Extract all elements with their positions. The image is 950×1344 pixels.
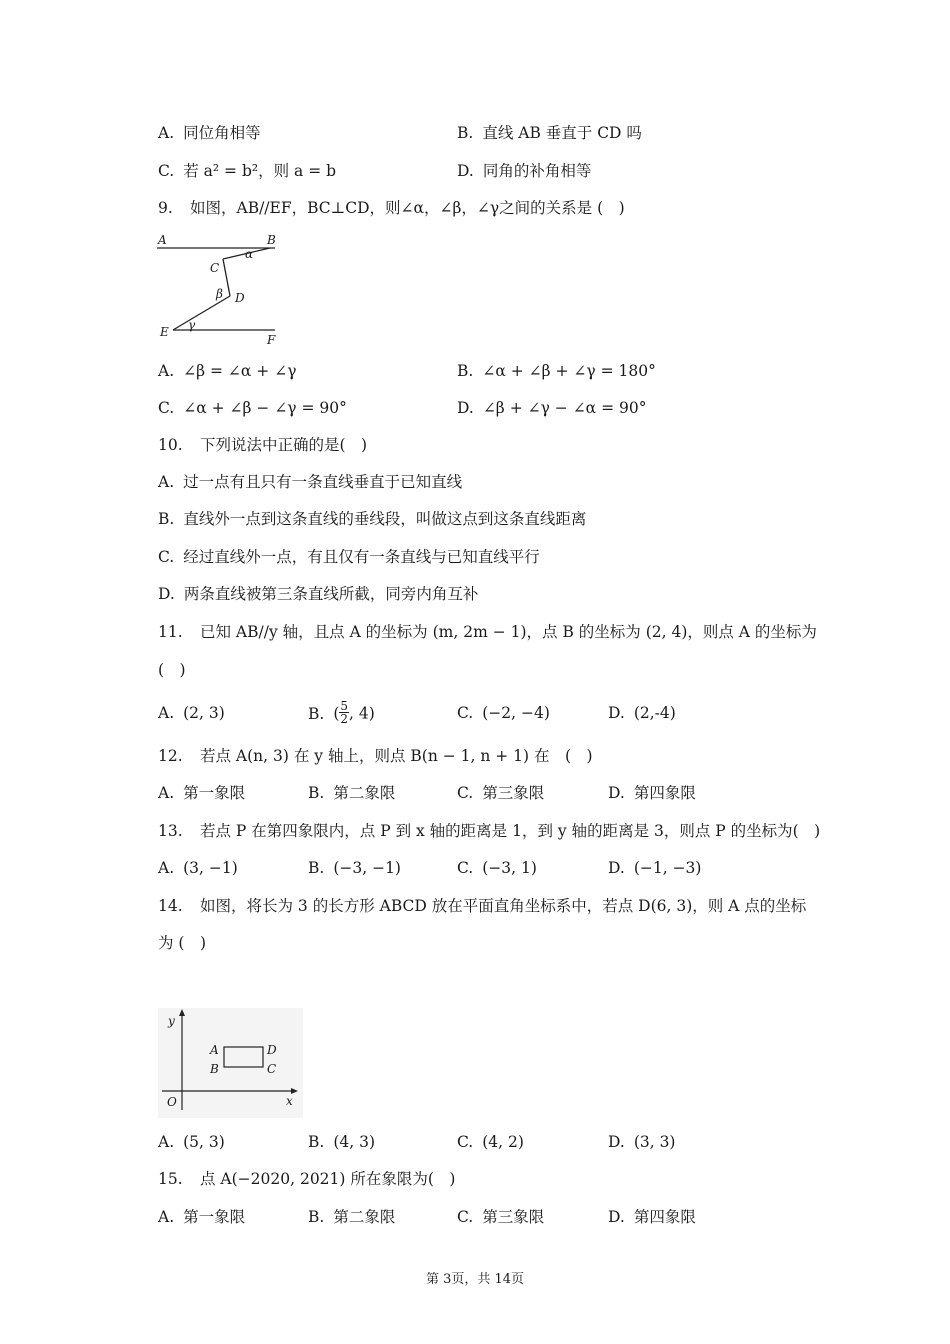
q10-stem: 10. 下列说法中正确的是( ) bbox=[158, 436, 368, 454]
q10-option-c[interactable]: C. 经过直线外一点，有且仅有一条直线与已知直线平行 bbox=[158, 548, 540, 566]
label-gamma: γ bbox=[188, 318, 196, 332]
q10-option-d[interactable]: D. 两条直线被第三条直线所截，同旁内角互补 bbox=[158, 585, 479, 603]
q13-option-a[interactable]: A. (3, −1) bbox=[158, 859, 238, 877]
q14-option-a[interactable]: A. (5, 3) bbox=[158, 1133, 225, 1151]
q10-option-b[interactable]: B. 直线外一点到这条直线的垂线段，叫做这点到这条直线距离 bbox=[158, 510, 587, 528]
q11-option-b-fraction: $\frac{5}{2}$ bbox=[340, 699, 349, 726]
q9-option-a-text: ∠β = ∠α + ∠γ bbox=[183, 362, 297, 380]
q12-stem: 12. 若点 A(n, 3) 在 y 轴上，则点 B(n − 1, n + 1) 在 ( ) bbox=[158, 747, 593, 765]
q14-option-d[interactable]: D. (3, 3) bbox=[608, 1133, 676, 1151]
label-b: B bbox=[210, 1062, 219, 1076]
q9-option-c[interactable]: C. ∠α + ∠β − ∠γ = 90° bbox=[158, 399, 347, 417]
q9-option-b-text: ∠α + ∠β + ∠γ = 180° bbox=[482, 362, 656, 380]
q10-option-a[interactable]: A. 过一点有且只有一条直线垂直于已知直线 bbox=[158, 473, 463, 491]
q8-option-b-text: 直线 AB 垂直于 CD 吗 bbox=[482, 124, 642, 142]
q9-option-b[interactable]: B. ∠α + ∠β + ∠γ = 180° bbox=[457, 362, 656, 380]
q14-option-c[interactable]: C. (4, 2) bbox=[457, 1133, 524, 1151]
q9-figure bbox=[155, 232, 285, 347]
label-c: C bbox=[210, 261, 220, 275]
label-f: F bbox=[267, 333, 276, 347]
q12-option-b[interactable]: B. 第二象限 bbox=[308, 784, 396, 802]
label-d: D bbox=[235, 291, 245, 305]
q8-option-b[interactable]: B. 直线 AB 垂直于 CD 吗 bbox=[457, 124, 642, 142]
q13-stem: 13. 若点 P 在第四象限内，点 P 到 x 轴的距离是 1，到 y 轴的距离是 3，则点 P 的坐标为( ) bbox=[158, 822, 821, 840]
q9-stem: 9. 如图，AB//EF，BC⊥CD，则∠α，∠β，∠γ之间的关系是 ( ) bbox=[158, 199, 625, 217]
q15-stem: 15. 点 A(−2020, 2021) 所在象限为( ) bbox=[158, 1170, 456, 1188]
q12-option-c[interactable]: C. 第三象限 bbox=[457, 784, 545, 802]
label-alpha: α bbox=[245, 247, 254, 261]
q11-stem: 11. 已知 AB//y 轴，且点 A 的坐标为 (m, 2m − 1)，点 B 的坐标为 (2, 4)，则点 A 的坐标为 bbox=[158, 623, 817, 641]
q15-option-d[interactable]: D. 第四象限 bbox=[608, 1208, 696, 1226]
q9-option-a[interactable]: A. ∠β = ∠α + ∠γ bbox=[158, 362, 297, 380]
label-y: y bbox=[168, 1014, 175, 1028]
q15-option-c[interactable]: C. 第三象限 bbox=[457, 1208, 545, 1226]
q8-option-a-text: 同位角相等 bbox=[183, 124, 261, 142]
label-b: B bbox=[267, 233, 276, 247]
q8-option-c-text: 若 a² = b²，则 a = b bbox=[183, 162, 337, 180]
q13-option-d[interactable]: D. (−1, −3) bbox=[608, 859, 702, 877]
q14-option-b[interactable]: B. (4, 3) bbox=[308, 1133, 375, 1151]
label-o: O bbox=[167, 1095, 177, 1109]
q8-option-d-text: 同角的补角相等 bbox=[482, 162, 592, 180]
q14-stem: 14. 如图，将长为 3 的长方形 ABCD 放在平面直角坐标系中，若点 D(6, 3)，则 A 点的坐标 bbox=[158, 897, 807, 915]
q14-figure bbox=[158, 1008, 303, 1118]
q11-option-b[interactable]: B. ( $\frac{5}{2}$ , 4) bbox=[308, 699, 375, 726]
q8-option-c[interactable]: C. 若 a² = b²，则 a = b bbox=[158, 162, 337, 180]
label-e: E bbox=[160, 325, 169, 339]
label-a: A bbox=[210, 1043, 219, 1057]
figure-background bbox=[158, 1008, 303, 1118]
q11-option-d[interactable]: D. (2,-4) bbox=[608, 704, 676, 722]
q12-option-a[interactable]: A. 第一象限 bbox=[158, 784, 246, 802]
q14-stem-cont: 为 ( ) bbox=[158, 934, 207, 952]
q8-option-a[interactable]: A. 同位角相等 bbox=[158, 124, 261, 142]
q11-option-c[interactable]: C. (−2, −4) bbox=[457, 704, 550, 722]
label-beta: β bbox=[216, 287, 223, 301]
q11-option-a[interactable]: A. (2, 3) bbox=[158, 704, 225, 722]
q13-option-c[interactable]: C. (−3, 1) bbox=[457, 859, 537, 877]
label-c: C bbox=[267, 1062, 277, 1076]
q8-option-d[interactable]: D. 同角的补角相等 bbox=[457, 162, 592, 180]
q13-option-b[interactable]: B. (−3, −1) bbox=[308, 859, 401, 877]
segment-cd bbox=[223, 259, 230, 296]
q9-option-d-text: ∠β + ∠γ − ∠α = 90° bbox=[482, 399, 647, 417]
segment-de bbox=[173, 296, 230, 330]
q15-option-a[interactable]: A. 第一象限 bbox=[158, 1208, 246, 1226]
q9-option-d[interactable]: D. ∠β + ∠γ − ∠α = 90° bbox=[457, 399, 647, 417]
q15-option-b[interactable]: B. 第二象限 bbox=[308, 1208, 396, 1226]
label-d: D bbox=[267, 1043, 277, 1057]
q9-option-c-text: ∠α + ∠β − ∠γ = 90° bbox=[183, 399, 347, 417]
label-a: A bbox=[158, 233, 167, 247]
q12-option-d[interactable]: D. 第四象限 bbox=[608, 784, 696, 802]
page-footer: 第 3页，共 14页 bbox=[425, 1272, 525, 1287]
q11-stem-cont: ( ) bbox=[158, 661, 186, 679]
label-x: x bbox=[286, 1094, 293, 1108]
